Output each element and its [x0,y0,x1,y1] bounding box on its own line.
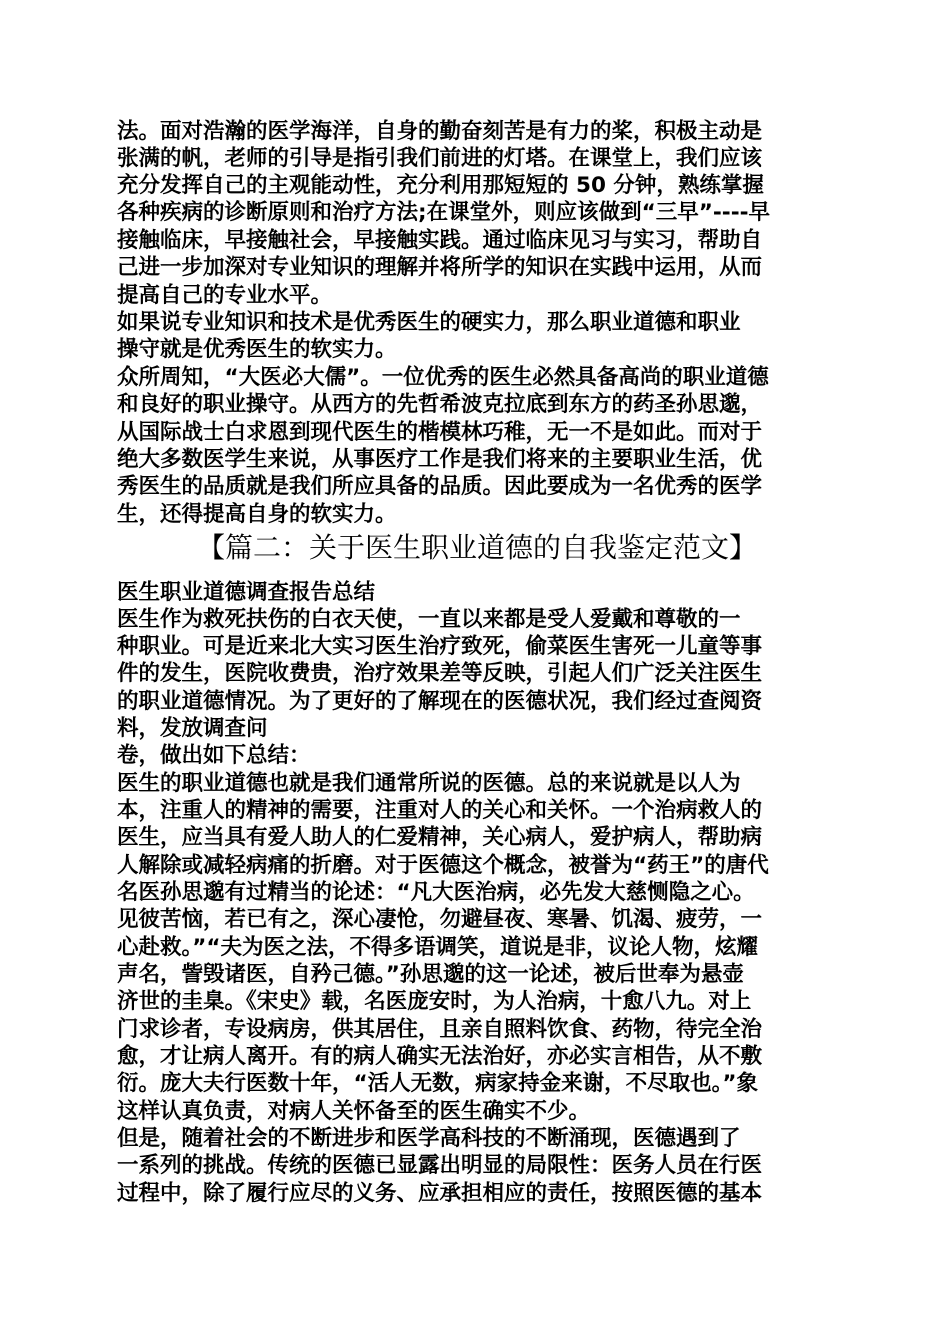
body-text-line: 过程中，除了履行应尽的义务、应承担相应的责任，按照医德的基本 [117,1181,763,1206]
body-text-line: 料，发放调查问 [117,716,268,741]
body-text-line: 各种疾病的诊断原则和治疗方法;在课堂外，则应该做到“三早”----早 [117,200,771,225]
body-text-line: 提高自己的专业水平。 [117,283,333,308]
body-text-line: 从国际战士白求恩到现代医生的楷模林巧稚，无一不是如此。而对于 [117,420,763,445]
body-text-line: 心赴救。”“夫为医之法，不得多语调笑，道说是非，议论人物，炫耀 [117,935,759,960]
body-text-line: 门求诊者，专设病房，供其居住，且亲自照料饮食、药物，待完全治 [117,1017,763,1042]
body-text-line: 的职业道德情况。为了更好的了解现在的医德状况，我们经过查阅资 [117,689,763,714]
report-title: 医生职业道德调查报告总结 [117,580,376,605]
body-text-line: 医生作为救死扶伤的白衣天使，一直以来都是受人爱戴和尊敬的一 [117,607,741,632]
body-text-line: 这样认真负责，对病人关怀备至的医生确实不少。 [117,1099,591,1124]
body-text-line: 见彼苦恼，若已有之，深心凄怆，勿避昼夜、寒暑、饥渴、疲劳，一 [117,907,763,932]
body-text-line: 和良好的职业操守。从西方的先哲希波克拉底到东方的药圣孙思邈， [117,392,763,417]
body-text-line: 本，注重人的精神的需要，注重对人的关心和关怀。一个治病救人的 [117,798,763,823]
body-text-line: 济世的圭臬。《宋史》载，名医庞安时，为人治病，十愈八九。对上 [117,989,752,1014]
body-text-line: 接触临床，早接触社会，早接触实践。通过临床见习与实习，帮助自 [117,228,763,253]
body-text-line: 操守就是优秀医生的软实力。 [117,337,397,362]
body-text-line: 声名，訾毁诸医，自矜己德。”孙思邈的这一论述，被后世奉为悬壶 [117,962,744,987]
body-text-line: 绝大多数医学生来说，从事医疗工作是我们将来的主要职业生活，优 [117,447,763,472]
body-text-line: 卷，做出如下总结： [117,743,311,768]
section-heading: 【篇二：关于医生职业道德的自我鉴定范文】 [196,531,757,564]
body-text-line: 生，还得提高自身的软实力。 [117,502,397,527]
body-text-line: 件的发生，医院收费贵，治疗效果差等反映，引起人们广泛关注医生 [117,661,763,686]
body-text-line: 愈，才让病人离开。有的病人确实无法治好，亦必实言相告，从不敷 [117,1044,763,1069]
body-text-line: 己进一步加深对专业知识的理解并将所学的知识在实践中运用，从而 [117,255,763,280]
body-text-line: 充分发挥自己的主观能动性，充分利用那短短的 50 分钟，熟练掌握 [117,173,764,198]
body-text-line: 张满的帆，老师的引导是指引我们前进的灯塔。在课堂上，我们应该 [117,146,763,171]
body-text-line: 人解除或减轻病痛的折磨。对于医德这个概念，被誉为“药王”的唐代 [117,853,769,878]
body-text-line: 医生，应当具有爱人助人的仁爱精神，关心病人，爱护病人，帮助病 [117,825,763,850]
body-text-line: 名医孙思邈有过精当的论述：“凡大医治病，必先发大慈恻隐之心。 [117,880,755,905]
body-text-line: 一系列的挑战。传统的医德已显露出明显的局限性：医务人员在行医 [117,1153,763,1178]
body-text-line: 种职业。可是近来北大实习医生治疗致死，偷菜医生害死一儿童等事 [117,634,763,659]
body-text-line: 衍。庞大夫行医数十年，“活人无数，病家持金来谢，不尽取也。”象 [117,1071,759,1096]
body-text-line: 秀医生的品质就是我们所应具备的品质。因此要成为一名优秀的医学 [117,474,763,499]
body-text-line: 但是，随着社会的不断进步和医学高科技的不断涌现，医德遇到了 [117,1126,741,1151]
body-text-line: 如果说专业知识和技术是优秀医生的硬实力，那么职业道德和职业 [117,310,741,335]
body-text-line: 法。面对浩瀚的医学海洋，自身的勤奋刻苦是有力的桨，积极主动是 [117,119,763,144]
body-text-line: 众所周知，“大医必大儒”。一位优秀的医生必然具备高尚的职业道德 [117,365,769,390]
body-text-line: 医生的职业道德也就是我们通常所说的医德。总的来说就是以人为 [117,771,741,796]
